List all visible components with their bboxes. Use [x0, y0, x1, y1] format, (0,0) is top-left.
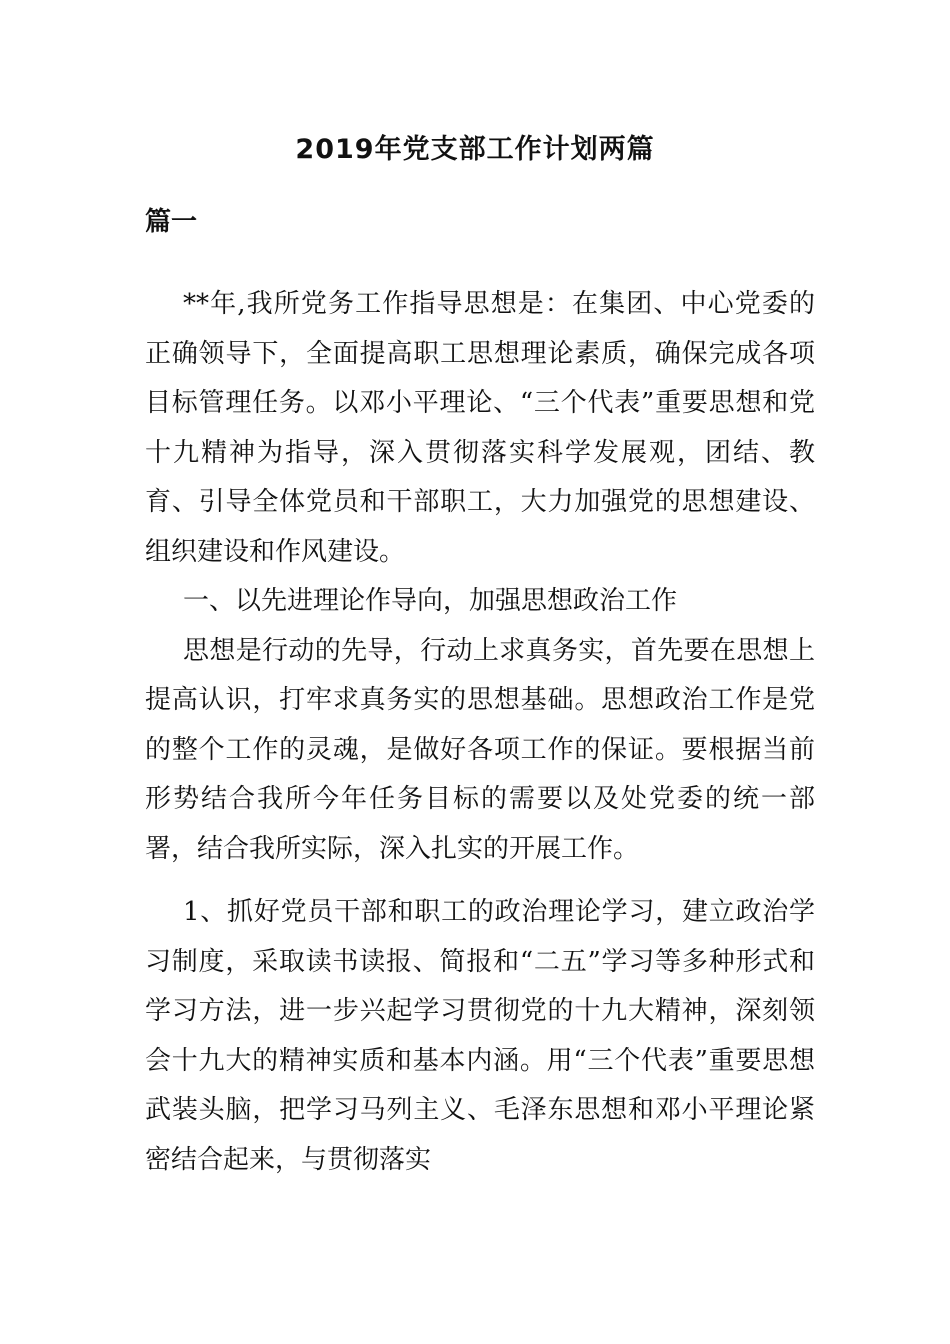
document-body — [145, 280, 815, 1185]
paragraph-heading-one: 一、以先进理论作导向，加强思想政治工作 — [183, 586, 678, 616]
section-heading: 篇一 — [145, 207, 198, 237]
document-title: 2019年党支部工作计划两篇 — [295, 134, 655, 165]
paragraph-thought-leads-action: 思想是行动的先导，行动上求真务实，首先要在思想上提高认识，打牢求真务实的思想基础。思想政治工作是党的整个工作的灵魂，是做好各项工作的保证。要根据当前形势结合我所今年任务目标的需要以及处党委的统一部署，结合我所实际，深入扎实的开展工作。 — [145, 635, 815, 864]
paragraph-item-one: 1、抓好党员干部和职工的政治理论学习，建立政治学习制度，采取读书读报、简报和“二五”学习等多种形式和学习方法，进一步兴起学习贯彻党的十九大精神，深刻领会十九大的精神实质和基本内涵。用“三个代表”重要思想武装头脑，把学习马列主义、毛泽东思想和邓小平理论紧密结合起来，与贯彻落实 — [145, 897, 815, 1175]
paragraph-guiding-thought: **年,我所党务工作指导思想是：在集团、中心党委的正确领导下，全面提高职工思想理论素质，确保完成各项目标管理任务。以邓小平理论、“三个代表”重要思想和党十九精神为指导，深入贯彻落实科学发展观，团结、教育、引导全体党员和干部职工，大力加强党的思想建设、组织建设和作风建设。 — [145, 289, 815, 567]
